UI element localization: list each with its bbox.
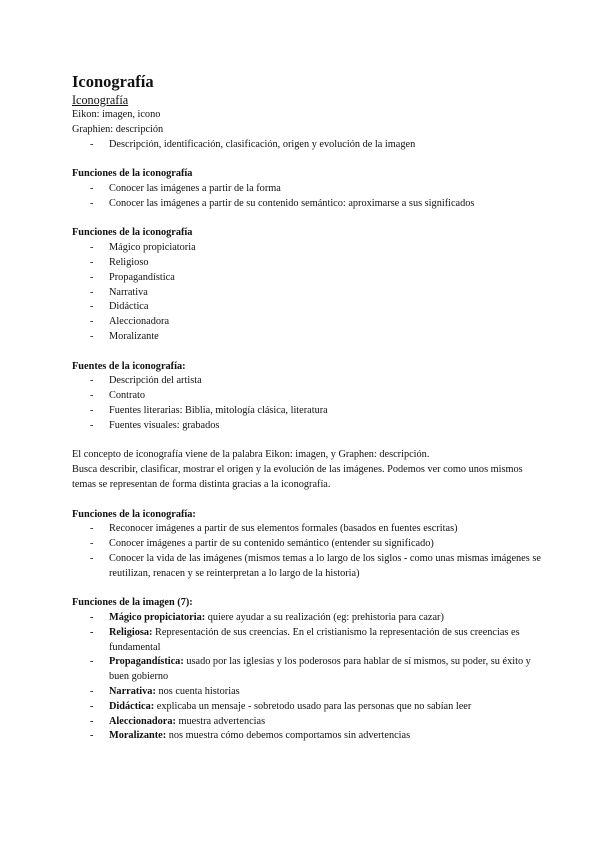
section-heading-image-functions: Funciones de la imagen (7): — [72, 597, 193, 609]
term-label: Moralizante: — [109, 730, 167, 742]
list-item: - Conocer imágenes a partir de su contenido semántico (entender su significado) — [72, 537, 542, 552]
section5-list — [72, 611, 542, 744]
list-item: - Didáctica — [72, 300, 542, 315]
term-description: quiere ayudar a su realización (eg: prehistoria para cazar) — [205, 612, 444, 624]
paragraph-line-2: Busca describir, clasificar, mostrar el origen y la evolución de las imágenes. Podemos ver como unos mismos temas se representan de forma distinta gracias a la iconografía. — [72, 464, 523, 490]
list-item — [72, 611, 542, 626]
intro-line-eikon: Eikon: imagen, icono — [72, 109, 161, 120]
list-item: - Descripción del artista — [72, 374, 542, 389]
section-heading-sources: Fuentes de la iconografía: — [72, 360, 186, 372]
term-description: Representación de sus creencias. En el cristianismo la representación de sus creencias es fundamental — [109, 626, 520, 653]
list-item — [72, 685, 542, 700]
list-item: - Fuentes literarias: Biblia, mitología clásica, literatura — [72, 404, 542, 419]
list-item: - Religioso — [72, 256, 542, 271]
document-title: Iconografía — [72, 72, 154, 91]
list-item — [72, 626, 542, 656]
term-description: muestra advertencias — [175, 715, 266, 727]
list-item — [72, 729, 542, 744]
section-heading-functions-2: Funciones de la iconografía — [72, 227, 193, 239]
list-item: - Mágico propiciatoria — [72, 241, 542, 256]
term-description: explicaba un mensaje - sobretodo usado para las personas que no sabían leer — [154, 700, 472, 712]
term-description: nos muestra cómo debemos comportamos sin advertencias — [166, 730, 411, 742]
section3-list — [72, 374, 542, 433]
list-item: - Conocer la vida de las imágenes (mismos temas a lo largo de los siglos - como unas mismas imágenes se reutilizan, renacen y se reinterpretan a lo largo de la historia) — [72, 552, 542, 582]
list-item: - Reconocer imágenes a partir de sus elementos formales (basados en fuentes escritas) — [72, 522, 542, 537]
list-item: - Contrato — [72, 389, 542, 404]
list-item — [72, 700, 542, 715]
section4-list — [72, 522, 542, 581]
list-item: - Aleccionadora — [72, 315, 542, 330]
term-label: Mágico propiciatoria: — [109, 612, 206, 624]
term-label: Aleccionadora: — [109, 715, 176, 727]
document-page — [72, 72, 542, 744]
list-item — [72, 655, 542, 685]
list-item: - Descripción, identificación, clasificación, origen y evolución de la imagen — [72, 138, 542, 153]
term-label: Propagandística: — [109, 656, 184, 668]
term-label: Religiosa: — [109, 626, 153, 638]
term-description: usado por las iglesias y los poderosos para hablar de sí mismos, su poder, su éxito y buen gobierno — [109, 656, 531, 683]
list-item: - Propagandística — [72, 271, 542, 286]
list-item: - Fuentes visuales: grabados — [72, 419, 542, 434]
section-heading-functions-1: Funciones de la iconografía — [72, 168, 193, 180]
term-label: Narrativa: — [109, 686, 156, 698]
section2-list — [72, 241, 542, 345]
list-item — [72, 715, 542, 730]
list-item: - Narrativa — [72, 286, 542, 301]
term-description: nos cuenta historias — [155, 686, 240, 698]
term-label: Didáctica: — [109, 700, 155, 712]
document-subtitle: Iconografía — [72, 93, 129, 107]
section1-list — [72, 182, 542, 212]
intro-list — [72, 138, 542, 153]
list-item: - Conocer las imágenes a partir de la forma — [72, 182, 542, 197]
intro-line-graphien: Graphien: descripción — [72, 123, 164, 135]
section-heading-functions-3: Funciones de la iconografía: — [72, 508, 196, 520]
list-item: - Moralizante — [72, 330, 542, 345]
paragraph-line-1: El concepto de iconografía viene de la palabra Eikon: imagen, y Graphen: descripción. — [72, 449, 430, 461]
list-item: - Conocer las imágenes a partir de su contenido semántico: aproximarse a sus significados — [72, 197, 542, 212]
